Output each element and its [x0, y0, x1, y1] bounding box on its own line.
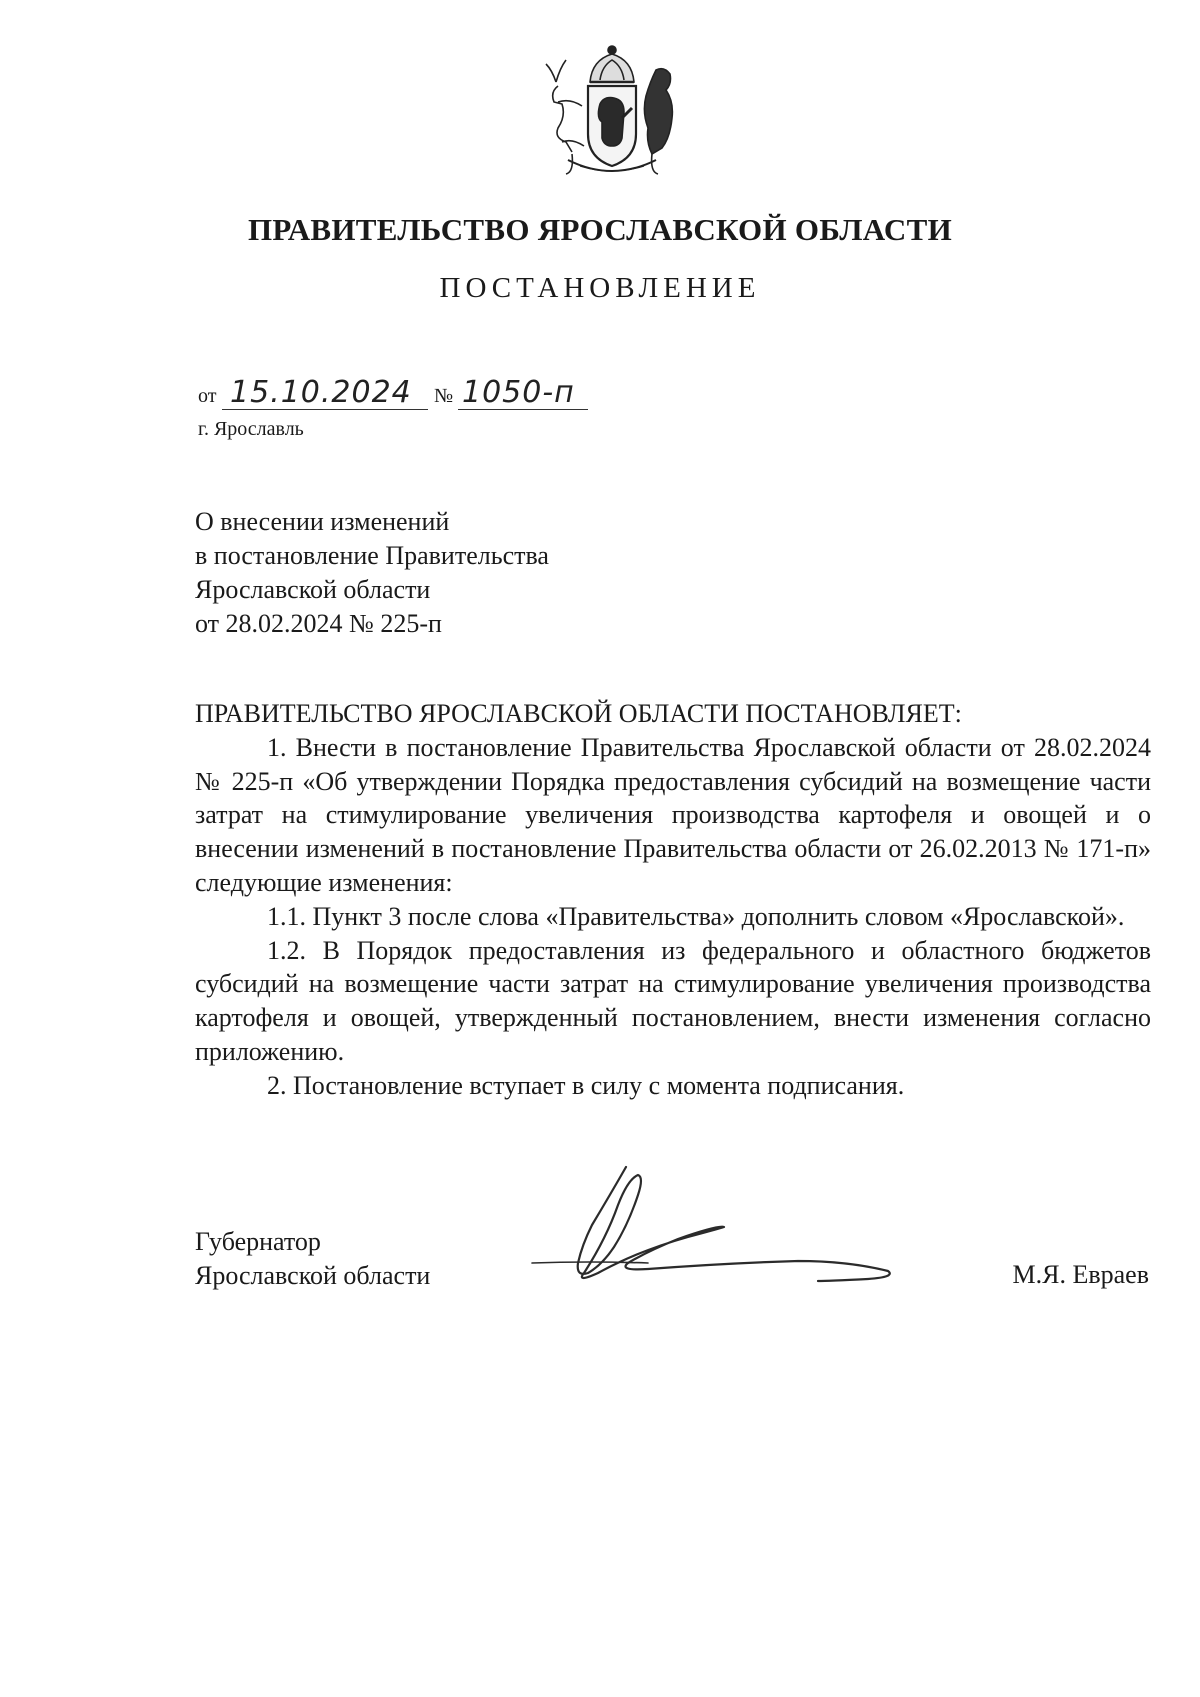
signatory-position [195, 1225, 430, 1293]
registration-line [198, 375, 678, 418]
subject-line: Ярославской области [195, 575, 431, 604]
coat-of-arms-emblem [532, 42, 692, 182]
resolution-intro: ПРАВИТЕЛЬСТВО ЯРОСЛАВСКОЙ ОБЛАСТИ ПОСТАНОВЛЯЕТ: [195, 699, 962, 728]
handwritten-signature [528, 1155, 898, 1315]
document-body [195, 697, 1151, 1103]
position-line: Ярославской области [195, 1261, 431, 1290]
subject-line: О внесении изменений [195, 507, 450, 536]
date-handwritten: 15.10.2024 [230, 375, 412, 410]
position-line: Губернатор [195, 1227, 321, 1256]
paragraph-1: 1. Внести в постановление Правительства Ярославской области от 28.02.2024 № 225-п «Об утверждении Порядка предоставления субсидий на возмещение части затрат на стимулирование увеличения производства картофеля и овощей и о внесении изменений в постановление Правительства области от 26.02.2013 № 171-п» следующие изменения: [195, 732, 1151, 897]
document-subject [195, 505, 549, 641]
date-prefix: от [198, 385, 217, 407]
city: г. Ярославль [198, 418, 304, 440]
document-type: ПОСТАНОВЛЕНИЕ [439, 272, 761, 304]
subject-line: в постановление Правительства [195, 541, 549, 570]
organization-title: ПРАВИТЕЛЬСТВО ЯРОСЛАВСКОЙ ОБЛАСТИ [248, 212, 952, 247]
subject-line: от 28.02.2024 № 225-п [195, 609, 442, 638]
paragraph-2: 2. Постановление вступает в силу с момента подписания. [267, 1070, 905, 1100]
paragraph-1-2: 1.2. В Порядок предоставления из федерального и областного бюджетов субсидий на возмещение части затрат на стимулирование увеличения производства картофеля и овощей, утвержденный постановлением, внести изменения согласно приложению. [195, 935, 1151, 1066]
number-handwritten: 1050-п [462, 375, 575, 410]
number-prefix: № [434, 385, 454, 407]
paragraph-1-1: 1.1. Пункт 3 после слова «Правительства» дополнить словом «Ярославской». [267, 901, 1125, 931]
signatory-name: М.Я. Евраев [1012, 1260, 1149, 1289]
